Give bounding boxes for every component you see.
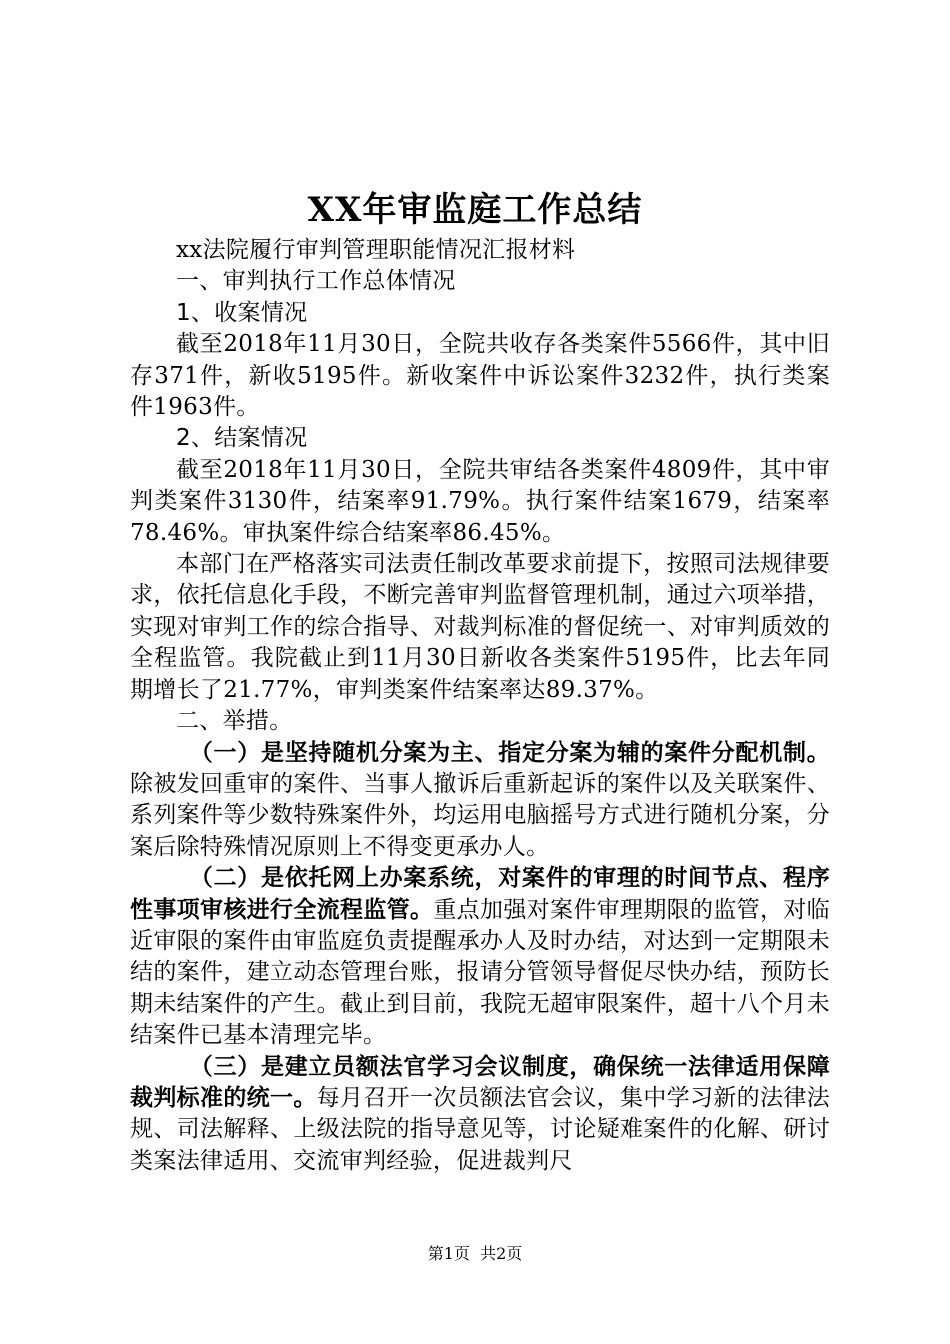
paragraph-intro: 本部门在严格落实司法责任制改革要求前提下，按照司法规律要求，依托信息化手段，不断完善审判监督管理机制，通过六项举措，实现对审判工作的综合指导、对裁判标准的督促统一、对审判质效的全程监管。我院截止到11月30日新收各类案件5195件，比去年同期增长了21.77%，审判类案件结案率达89.37%。 [130, 551, 830, 703]
subtitle: xx法院履行审判管理职能情况汇报材料 [176, 237, 576, 263]
document-title: XX年审监庭工作总结 [307, 190, 643, 230]
measure-paragraph-1 [130, 738, 830, 864]
page-footer [0, 1244, 950, 1264]
measure-text-3: 每月召开一次员额法官会议，集中学习新的法律法规、司法解释、上级法院的指导意见等，讨论疑难案件的化解、研讨类案法律适用、交流审判经验，促进裁判尺 [130, 1084, 830, 1174]
section-heading-2: 二、举措。 [176, 708, 293, 735]
measure-text-1: 除被发回重审的案件、当事人撤诉后重新起诉的案件以及关联案件、系列案件等少数特殊案件外，均运用电脑摇号方式进行随机分案，分案后除特殊情况原则上不得变更承办人。 [130, 770, 830, 860]
measure-paragraph-2 [130, 863, 830, 1051]
measure-lead-2: （二）是依托网上办案系统，对案件的审理的时间节点、程序性事项审核进行全流程监管。 [130, 865, 830, 923]
document-body [130, 235, 830, 1177]
subsection-heading-1: 1、收案情况 [176, 299, 308, 326]
measure-text-2: 重点加强对案件审理期限的监管，对临近审限的案件由审监庭负责提醒承办人及时办结，对达到一定期限未结的案件，建立动态管理台账，报请分管领导督促尽快办结，预防长期未结案件的产生。截止到目前，我院无超审限案件，超十八个月未结案件已基本清理完毕。 [130, 896, 830, 1049]
paragraph-case-intake: 截至2018年11月30日，全院共收存各类案件5566件，其中旧存371件，新收5195件。新收案件中诉讼案件3232件，执行类案件1963件。 [130, 331, 830, 421]
measure-paragraph-3 [130, 1052, 830, 1178]
section-heading-1: 一、审判执行工作总体情况 [176, 268, 456, 295]
page-number: 第1页 [427, 1244, 470, 1263]
measure-lead-1: （一）是坚持随机分案为主、指定分案为辅的案件分配机制。 [189, 739, 830, 766]
page-total: 共2页 [480, 1244, 523, 1263]
measure-lead-3: （三）是建立员额法官学习会议制度，确保统一法律适用保障裁判标准的统一。 [130, 1053, 830, 1111]
subsection-heading-2: 2、结案情况 [176, 425, 308, 452]
paragraph-case-closure: 截至2018年11月30日，全院共审结各类案件4809件，其中审判类案件3130件，结案率91.79%。执行案件结案1679，结案率78.46%。审执案件综合结案率86.45%。 [130, 456, 830, 546]
